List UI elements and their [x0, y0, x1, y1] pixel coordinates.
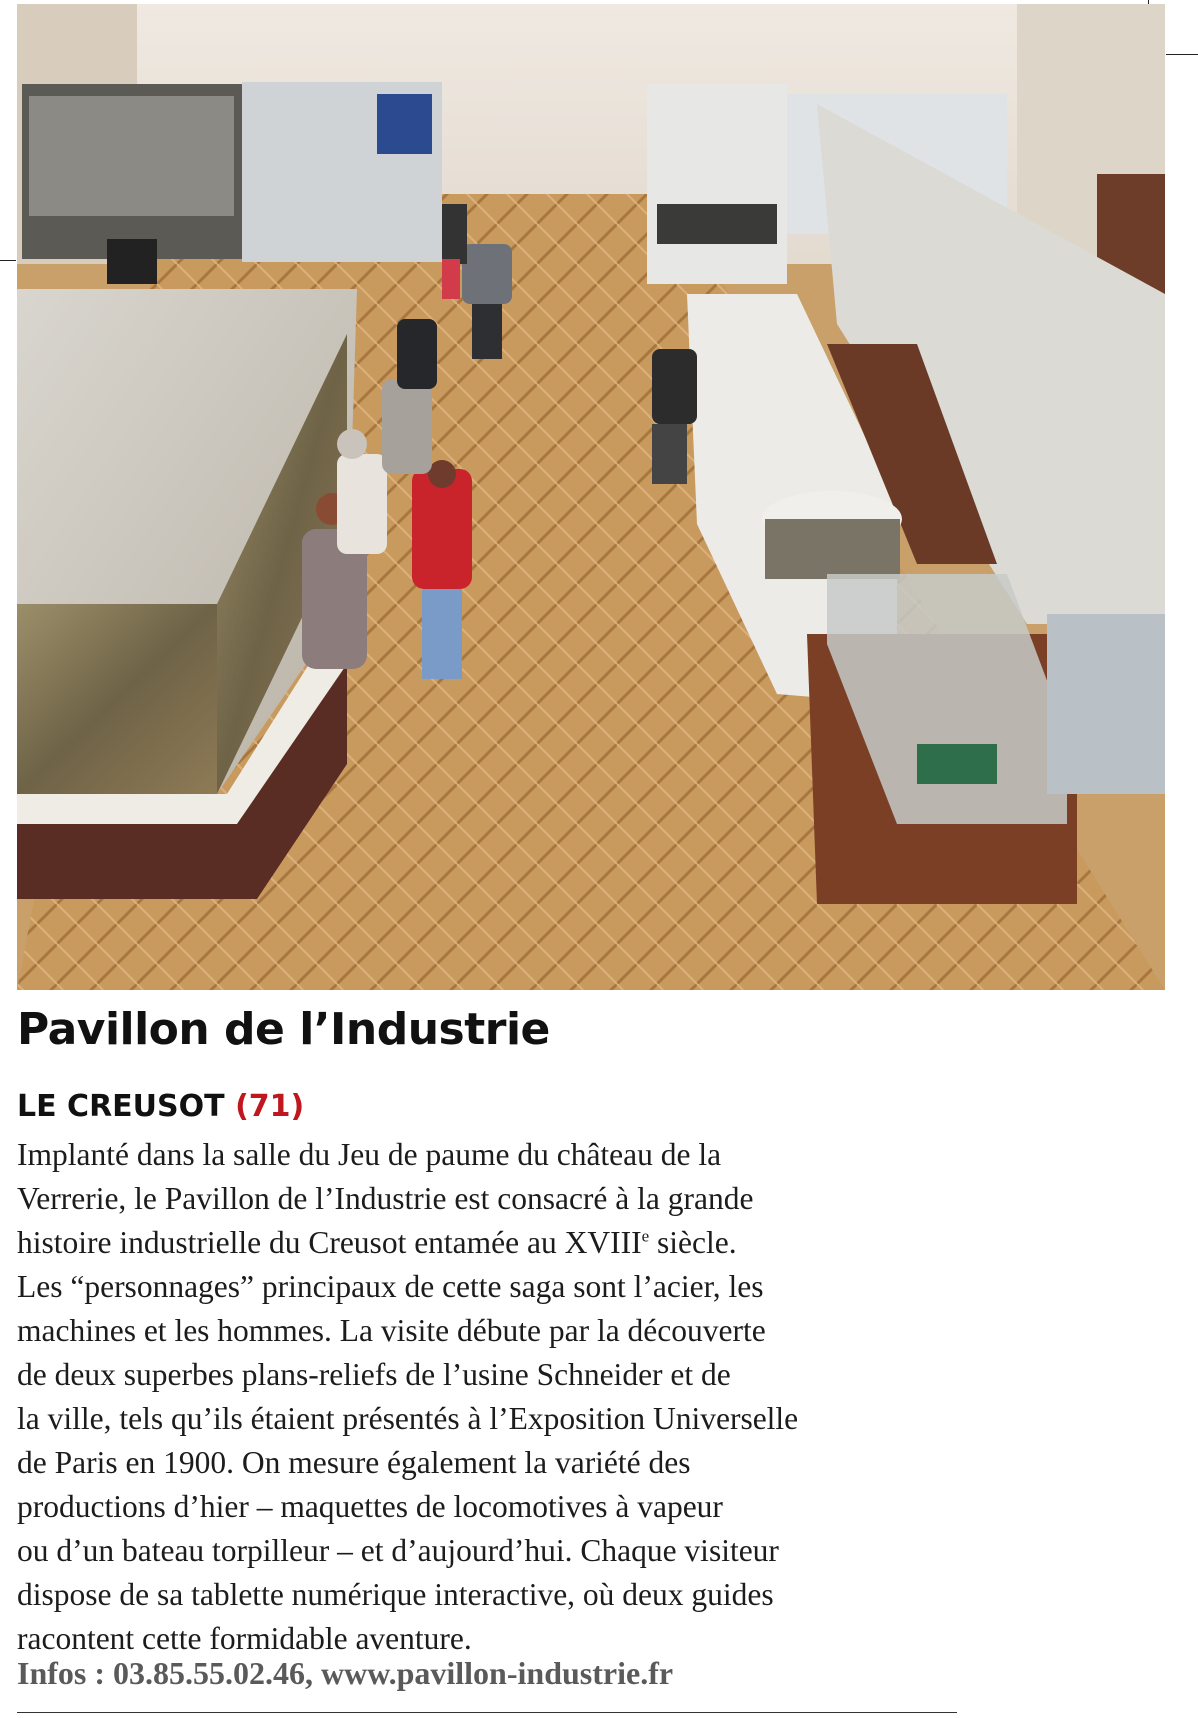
century-superscript: e: [641, 1226, 650, 1246]
city-name: LE CREUSOT: [17, 1089, 225, 1124]
article-body: [17, 1133, 1167, 1661]
body-line: machines et les hommes. La visite débute par la découverte: [17, 1313, 766, 1348]
body-line: de deux superbes plans-reliefs de l’usine Schneider et de: [17, 1357, 731, 1392]
body-line: ou d’un bateau torpilleur – et d’aujourd’hui. Chaque visiteur: [17, 1533, 779, 1568]
body-line: Les “personnages” principaux de cette saga sont l’acier, les: [17, 1269, 764, 1304]
body-line: dispose de sa tablette numérique interactive, où deux guides: [17, 1577, 774, 1612]
article-title: Pavillon de l’Industrie: [17, 1004, 550, 1055]
body-line: Implanté dans la salle du Jeu de paume du château de la: [17, 1137, 722, 1172]
department-number: (71): [235, 1089, 305, 1124]
body-line: la ville, tels qu’ils étaient présentés à l’Exposition Universelle: [17, 1401, 799, 1436]
museum-hall-photo: [17, 4, 1165, 990]
body-line: de Paris en 1900. On mesure également la variété des: [17, 1445, 691, 1480]
body-line: [17, 1221, 1167, 1265]
article-location: [17, 1089, 304, 1124]
crop-mark: [0, 260, 16, 261]
body-line: racontent cette formidable aventure.: [17, 1621, 472, 1656]
body-line: productions d’hier – maquettes de locomotives à vapeur: [17, 1489, 723, 1524]
museum-hall-illustration: [17, 4, 1165, 990]
body-line: Verrerie, le Pavillon de l’Industrie est consacré à la grande: [17, 1181, 754, 1216]
body-line-text: siècle.: [649, 1225, 737, 1260]
body-line-text: histoire industrielle du Creusot entamée au XVIII: [17, 1225, 642, 1260]
crop-mark: [1166, 54, 1198, 55]
contact-infos: Infos : 03.85.55.02.46, www.pavillon-industrie.fr: [17, 1655, 674, 1691]
divider: [17, 1712, 957, 1713]
